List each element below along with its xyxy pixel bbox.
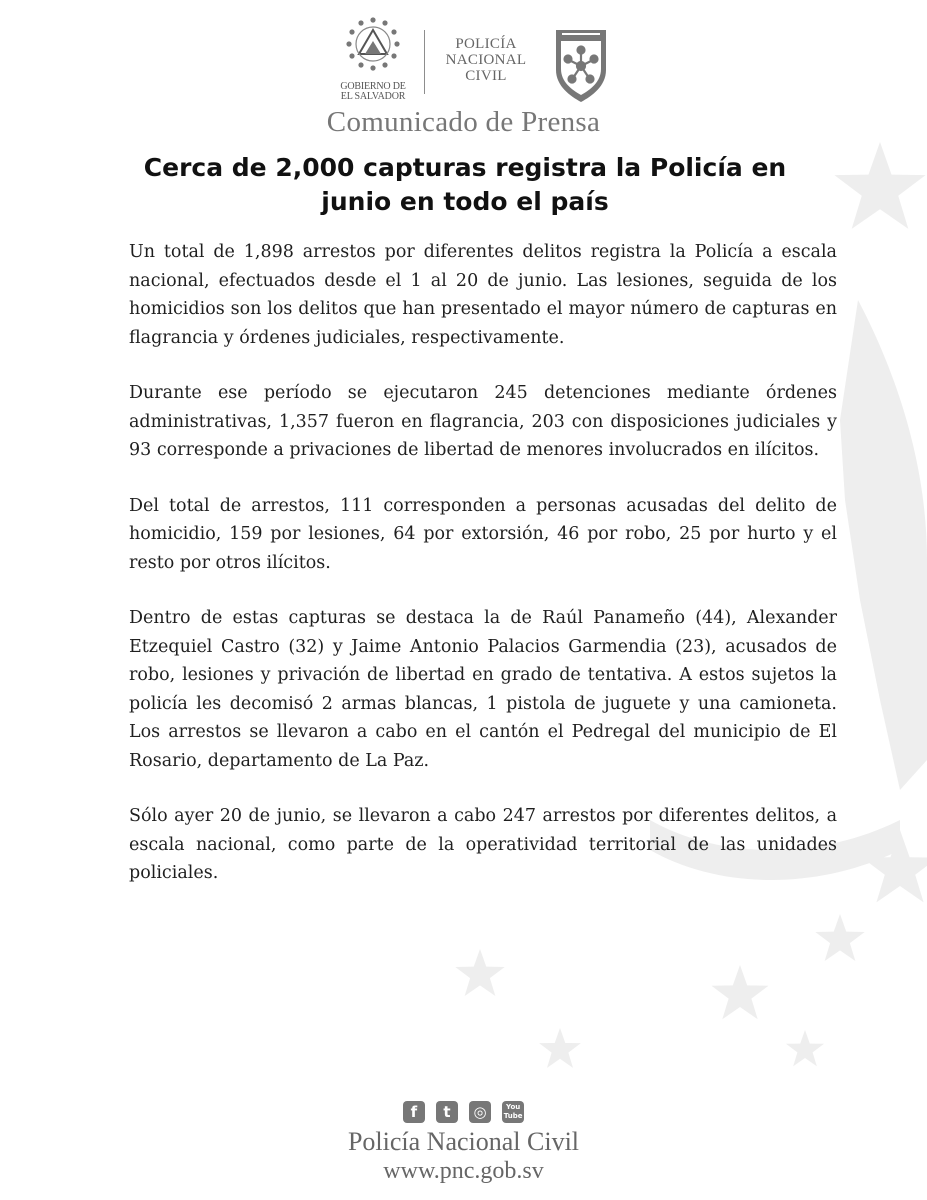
watermark-star-icon	[539, 1028, 581, 1068]
watermark-shield-shape	[840, 300, 927, 790]
paragraph: Sólo ayer 20 de junio, se llevaron a cabo 247 arrestos por diferentes delitos, a escala nacional, como parte de la operatividad territorial de las unidades policiales.	[129, 806, 837, 883]
youtube-label-line1: You	[506, 1103, 521, 1111]
footer-institution-name: Policía Nacional Civil	[347, 1127, 580, 1156]
police-shield-icon	[552, 26, 610, 104]
header-logos	[330, 14, 620, 110]
footer-website-url: www.pnc.gob.sv	[383, 1158, 544, 1184]
paragraph: Un total de 1,898 arrestos por diferentes delitos registra la Policía a escala nacional, efectuados desde el 1 al 20 de junio. Las lesiones, seguida de los homicidios son los delitos que han presentado el mayor número de capturas en flagrancia y órdenes judiciales, respectivamente.	[129, 242, 837, 348]
coat-of-arms-icon	[341, 14, 405, 78]
government-logo	[330, 14, 416, 110]
paragraph: Dentro de estas capturas se destaca la de Raúl Panameño (44), Alexander Etzequiel Castro (32) y Jaime Antonio Palacios Garmendia (23), acusados de robo, lesiones y privación de libertad en grado de tentativa. A estos sujetos la policía les decomisó 2 armas blancas, 1 pistola de juguete y una camioneta. Los arrestos se llevaron a cabo en el cantón el Pedregal del municipio de El Rosario, departamento de La Paz.	[129, 608, 837, 771]
watermark-star-icon	[455, 949, 504, 996]
document-type-title: Comunicado de Prensa	[326, 106, 601, 138]
paragraph: Del total de arrestos, 111 corresponden a personas acusadas del delito de homicidio, 159 por lesiones, 64 por extorsión, 46 por robo, 25 por hurto y el resto por otros ilícitos.	[129, 495, 837, 573]
government-label-line1: GOBIERNO DE	[340, 81, 406, 92]
institution-line3: CIVIL	[465, 68, 507, 84]
instagram-icon: ◎	[469, 1101, 491, 1123]
institution-line2: NACIONAL	[445, 52, 527, 68]
watermark-star-icon	[712, 965, 769, 1019]
logo-divider	[424, 30, 425, 94]
youtube-label-line2: Tube	[503, 1112, 523, 1120]
footer	[0, 1101, 927, 1185]
headline: Cerca de 2,000 capturas registra la Policía en junio en todo el país	[143, 153, 787, 216]
paragraph: Durante ese período se ejecutaron 245 detenciones mediante órdenes administrativas, 1,357 fueron en flagrancia, 203 con disposiciones judiciales y 93 corresponde a privaciones de libertad de menores involucrados en ilícitos.	[129, 383, 837, 460]
institution-line1: POLICÍA	[455, 36, 517, 52]
watermark-star-icon	[815, 914, 864, 961]
government-label-line2: EL SALVADOR	[340, 91, 406, 102]
facebook-icon: f	[403, 1101, 425, 1123]
press-release-body	[129, 238, 837, 915]
social-links	[400, 1101, 527, 1123]
twitter-icon: t	[436, 1101, 458, 1123]
watermark-star-icon	[786, 1030, 824, 1066]
institution-wordmark	[438, 36, 534, 84]
youtube-icon	[502, 1101, 524, 1123]
watermark-star-icon	[834, 142, 925, 229]
